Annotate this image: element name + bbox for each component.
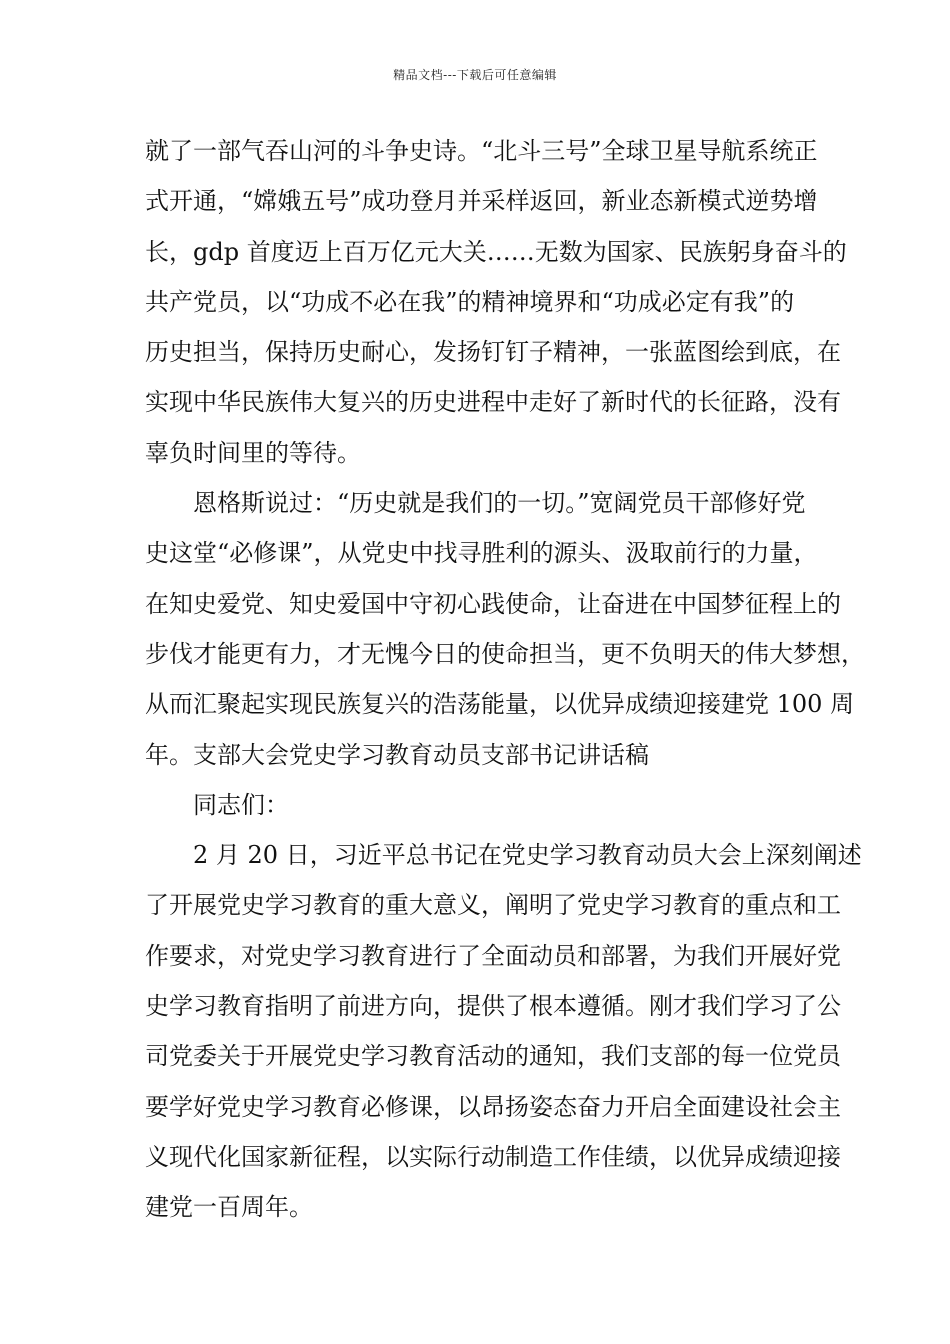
text-line: 要学好党史学习教育必修课，以昂扬姿态奋力开启全面建设社会主 xyxy=(145,1092,841,1121)
text-line: 司党委关于开展党史学习教育活动的通知，我们支部的每一位党员 xyxy=(145,1042,841,1071)
text-line: 年。支部大会党史学习教育动员支部书记讲话稿 xyxy=(145,740,649,769)
page-header: 精品文档---下载后可任意编辑 xyxy=(393,68,557,82)
text-line: 建党一百周年。 xyxy=(145,1193,313,1222)
text-line: 共产党员，以“功成不必在我”的精神境界和“功成必定有我”的 xyxy=(145,287,795,316)
text-line: 辜负时间里的等待。 xyxy=(145,438,361,467)
text-line: 同志们： xyxy=(193,790,289,819)
text-line: 2 月 20 日，习近平总书记在党史学习教育动员大会上深刻阐述 xyxy=(193,841,862,870)
text-line: 长，gdp 首度迈上百万亿元大关……无数为国家、民族躬身奋斗的 xyxy=(145,237,847,266)
text-line: 恩格斯说过：“历史就是我们的一切。”宽阔党员干部修好党 xyxy=(193,489,806,518)
text-line: 历史担当，保持历史耐心，发扬钉钉子精神，一张蓝图绘到底，在 xyxy=(145,338,841,367)
text-line: 史这堂“必修课”，从党史中找寻胜利的源头、汲取前行的力量， xyxy=(145,539,818,568)
text-line: 义现代化国家新征程，以实际行动制造工作佳绩，以优异成绩迎接 xyxy=(145,1142,841,1171)
text-line: 在知史爱党、知史爱国中守初心践使命，让奋进在中国梦征程上的 xyxy=(145,589,841,618)
text-line: 就了一部气吞山河的斗争史诗。“北斗三号”全球卫星导航系统正 xyxy=(145,137,818,165)
text-line: 作要求，对党史学习教育进行了全面动员和部署，为我们开展好党 xyxy=(145,941,841,970)
text-line: 步伐才能更有力，才无愧今日的使命担当，更不负明天的伟大梦想， xyxy=(145,639,865,668)
text-line: 从而汇聚起实现民族复兴的浩荡能量，以优异成绩迎接建党 100 周 xyxy=(145,690,855,719)
text-line: 史学习教育指明了前进方向，提供了根本遵循。刚才我们学习了公 xyxy=(145,992,841,1021)
document-body xyxy=(145,126,865,1233)
text-line: 了开展党史学习教育的重大意义，阐明了党史学习教育的重点和工 xyxy=(145,891,841,920)
text-line: 实现中华民族伟大复兴的历史进程中走好了新时代的长征路，没有 xyxy=(145,388,841,417)
text-line: 式开通，“嫦娥五号”成功登月并采样返回，新业态新模式逆势增 xyxy=(145,187,818,216)
